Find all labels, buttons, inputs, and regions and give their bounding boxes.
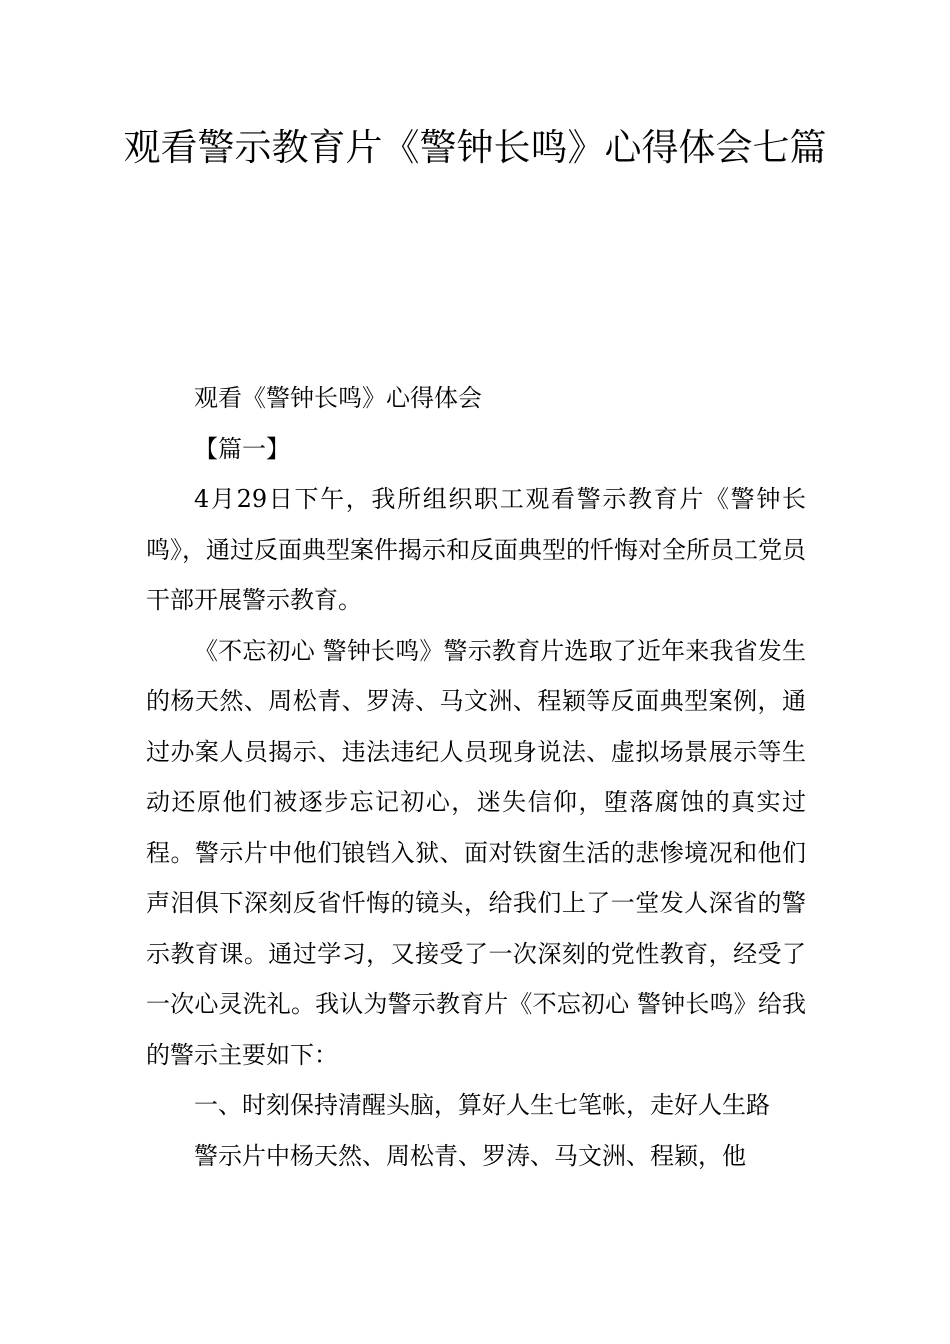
paragraph-4: 警示片中杨天然、周松青、罗涛、马文洲、程颖，他 [194, 1141, 746, 1170]
document-subtitle: 观看《警钟长鸣》心得体会 [194, 384, 482, 412]
paragraph-3: 一、时刻保持清醒头脑，算好人生七笔帐，走好人生路 [194, 1091, 770, 1119]
section-label: 【篇一】 [194, 434, 290, 463]
paragraph-1: 4月29日下午，我所组织职工观看警示教育片《警钟长鸣》，通过反面典型案件揭示和反面典型的忏悔对全所员工党员干部开展警示教育。 [146, 485, 806, 614]
paragraph-2: 《不忘初心 警钟长鸣》警示教育片选取了近年来我省发生的杨天然、周松青、罗涛、马文洲、程颖等反面典型案例，通过办案人员揭示、违法违纪人员现身说法、虚拟场景展示等生动还原他们被逐步忘记初心，迷失信仰，堕落腐蚀的真实过程。警示片中他们锒铛入狱、面对铁窗生活的悲惨境况和他们声泪俱下深刻反省忏悔的镜头，给我们上了一堂发人深省的警示教育课。通过学习，又接受了一次深刻的党性教育，经受了一次心灵洗礼。我认为警示教育片《不忘初心 警钟长鸣》给我的警示主要如下： [146, 636, 806, 1069]
document-title: 观看警示教育片《警钟长鸣》心得体会七篇 [123, 126, 827, 169]
document-body [146, 373, 806, 1181]
